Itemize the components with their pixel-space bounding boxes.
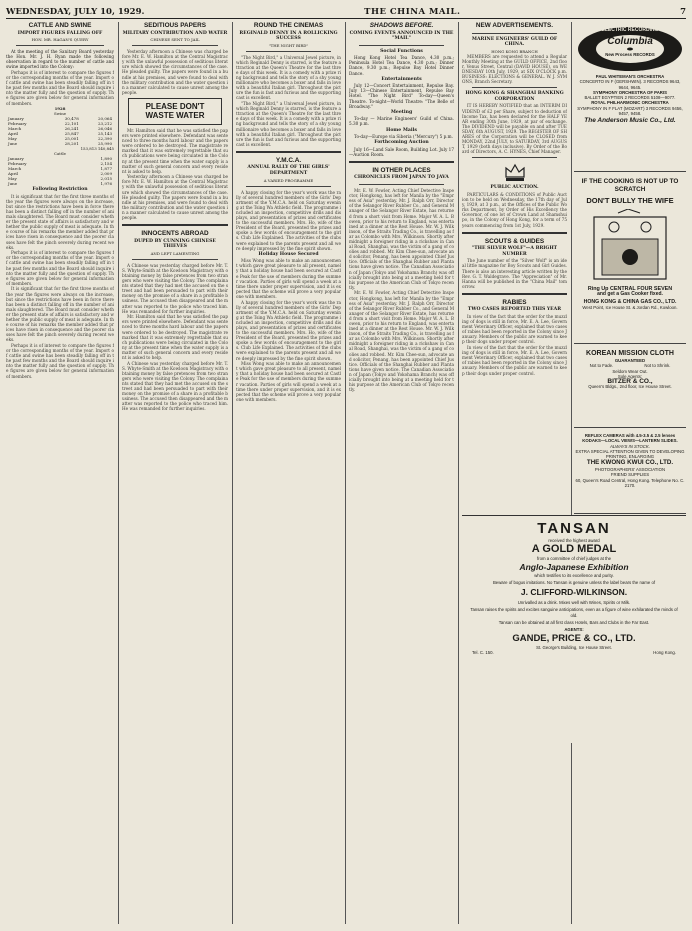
tansan-tel: Tel. C. 150. [472,649,494,655]
marine-sub: HONG KONG BRANCH [491,48,538,54]
tansan-exhibition: Anglo-Japanese Exhibition [519,561,629,572]
korean-l2: Not to Shrink. [644,363,671,369]
table-cell: 22,390 [98,136,112,142]
masthead-title: THE CHINA MAIL. [364,6,461,17]
tansan-name: J. CLIFFORD-WILKINSON. [520,587,628,598]
headline-2: Y.M.C.A. [275,156,302,164]
kwong-l2: KODAKS—LOCAL VIEWS—LANTERN SLIDES. [582,438,678,444]
table-cell: June [8,141,18,147]
kwong-sub2: FRIEND SUPPLIES [610,472,650,478]
table-cell: May [8,176,17,182]
korean-agent: BITZER & CO., [607,378,653,386]
tansan-medal: A GOLD MEDAL [531,543,617,556]
article-body-4: It is significant that for the first three months of the year the figures were always on the increase, but since the restrictions have been in force there has been a distinct falling off in the number of animals slaughtered. The Board must consider whether the present state of affairs is satisfactory and whether the public supply of meat is adequate. In the course of his remarks the member added that prices have risen in consequence and the poorer classes have felt the pinch severely during recent weeks. [6,286,114,343]
table2-caption: Cattle [54,151,66,157]
kwong-sub: PHOTOGRAPHERS' ASSOCIATION [594,466,666,472]
tansan-test: which testifies to its excellence and purity. [534,572,614,578]
kwong-l3: ALWAYS IN STOCK. [610,443,650,449]
table-cell: 2,009 [100,171,112,177]
subhead: MILITARY CONTRIBUTION AND WATER [122,30,228,36]
table-cell: January [8,156,24,162]
column-seditious [122,22,228,922]
table-row [6,181,114,186]
tansan-tel-row [462,650,686,655]
masthead-date: WEDNESDAY, JULY 10, 1929. [6,6,145,17]
scouts-text: The June number of the "Silver Wolf" is an ideal little magazine for Boy Scouts and Girl Guides. There is also an interesting article written by the Rev. G. T. Waldegrave. The "Appreciation" of Mr. Hanna will be published in the "China Mail" tomorrow. [462,258,567,289]
columbia-sym2: SYMPHONY IN F FLAT (MOZART) 3 RECORDS 9456, 9457, 9458. [577,105,683,117]
article-body-3: A happy closing for the year's work was the rally of several hundred members of the Girls' Department of the Y.M.C.A. held on Saturday evening at the Tsing Wa Athletic field. The programme included an inspection, competitive drills and displays, and presentation of prizes and certificates to the successful members. Mrs. Ho, wife of the President of the Board, presented the prizes and spoke a few words of encouragement to the girls. Club Life Explained. The activities of the clubs were explained to the parents present and all were deeply impressed by the fine spirit shown. [236,189,341,251]
columbia-brand: Columbia [607,36,653,47]
bank-title: HONG KONG & SHANGHAI BANKING CORPORATION [465,91,564,102]
scouts-title: SCOUTS & GUIDES [484,237,545,245]
kwong-name: THE KWONG KWUI CO., LTD. [586,459,674,467]
rabies-text: In view of the fact that the order for the muzzling of dogs is still in force, Mr. E. A. Lee, Government Veterinary Officer, explained that two cases of rabies had been reported in the Colony since January. Members of the public are warned to keep their dogs under proper control. [462,313,567,345]
table-cell: May [8,136,17,142]
table-cell: February [8,161,27,167]
kwong-l4: EXTRA SPECIAL ATTENTION GIVEN TO DEVELOPING PRINTING, ENLARGING [575,448,685,460]
marine-text: MEMBERS are requested to attend a Regular Monthly Meeting at the GUILD OFFICE, 2nd floor, Venus Street, Central (DAVID HOUSE), on WEDNESDAY 10th July, 1929, at SIX O'CLOCK p.m. BUSINESS: ELECTIONS & GENERAL. W. J. SYMONS, Branch Secretary. [462,53,567,85]
table-cell: 25,143 [98,131,112,137]
headline-2: INNOCENTS ABROAD [141,230,209,238]
table-cell: 1,877 [100,166,112,172]
masthead [6,5,686,19]
table-cell: February [8,121,27,127]
table-cell: 28,201 [64,141,79,147]
byline: CHINESE SENT TO JAIL [150,37,200,43]
table-cell: January [8,116,24,122]
table-cell: April [8,131,18,137]
article-intro: At the meeting of the Sanitary Board yesterday the Hon. Mr. J. H. Ryan made the following observation in regard to the number of cattle and swine imported into the Colony: [6,49,114,70]
article-body-2: Mr. E. W. Fowler, Acting Chief Detective Inspector, Hongkong, has left for Manila by the "Empress of Asia" yesterday. Mr. J. Ralph Orr, Director of the Selangor River Rubber Co., and General Manager of the Selangor River Estate, has returned from a short visit from Home. Major W. A. L. Bowen, prior to his return to England, was entertained at a dinner at the Rest House. Mr. W. J. Wilkinson, of the Straits Trading Co., is travelling as far as Colombo with Mrs. Wilkinson. Shortly after midnight a foreigner riding in a rickshaw in Canal Road, Shanghai, was the victim of a gang of coolies and robbed. Mr. Kim Chee-sun, advocate and solicitor, Penang, has been appointed Chief Justice. Officials of the Shanghai Rubber and Plantations have given notice. The Canadian Association of Japan (Tokyo and Yokohama Branch) was officially brought into being at a meeting held for this purpose at the American Club of Tokyo recently. [349,290,454,393]
table-cell: March [8,166,22,172]
table-cell: 25,847 [64,131,79,137]
article-body: Mr. E. W. Fowler, Acting Chief Detective Inspector, Hongkong, has left for Manila by the "Empress of Asia" yesterday. Mr. J. Ralph Orr, Director of the Selangor River Rubber Co., and General Manager of the Selangor River Estate, has returned from a short visit from Home. Major W. A. L. Bowen, prior to his return to England, was entertained at a dinner at the Rest House. Mr. W. J. Wilkinson, of the Straits Trading Co., is travelling as far as Colombo with Mrs. Wilkinson. Shortly after midnight a foreigner riding in a rickshaw in Canal Road, Shanghai, was the victim of a gang of coolies and robbed. Mr. Kim Chee-sun, advocate and solicitor, Penang, has been appointed Chief Justice. Officials of the Shanghai Rubber and Plantations have given notice. The Canadian Association of Japan (Tokyo and Yokohama Branch) was officially brought into being at a meeting held for this purpose at the American Club of Tokyo recently. [349,188,454,290]
table-cell: 22,101 [64,121,79,127]
table-cell: 26,241 [64,126,79,132]
scouts-sub: "THE SILVER WOLF"—A BRIGHT NUMBER [471,246,558,257]
table-cell: March [8,126,22,132]
gas-ring: Ring Up CENTRAL FOUR SEVEN [587,286,673,292]
subhead-2: CHRONICLES FROM JAPAN TO JAVA [354,175,449,181]
tansan-address: St. George's Building, Ice House Street. [536,644,612,650]
bank-text: IT IS HEREBY NOTIFIED that an INTERIM DIVIDEND of £2 per Share, subject to deduction of Income Tax, has been declared for the HALF YEAR ending 30th June, 1929, at par of exchange. The DIVIDEND will be payable on and after TUESDAY, 6th AUGUST, 1929. The REGISTER OF SHARES of the Corporation will be CLOSED from MONDAY, 22nd JULY, to SATURDAY, 3rd AUGUST, 1929 (both days inclusive). By Order of the Board of Directors, A. C. HYNES, Chief Manager. [462,103,567,155]
column-rule [458,22,459,924]
table-cell: 1,976 [100,181,112,187]
article-body: "The Night Bird," a Universal Jewel picture, in which Reginald Denny is starred, is the feature attraction at the Queen's Theatre for the last three days of this week. It is a comedy with a prize ring background and tells the story of a shy young millionaire who becomes a boxer and falls in love with a beautiful Italian girl. Throughout the picture the fun is fast and furious and the supporting cast is excellent. [236,54,341,101]
gas-cooker-ad [574,174,686,344]
event-section-text: July 16—Land Sale Room, Building Lot. July 17—Auction Room. [349,146,454,157]
article-body-4: A Chinese was yesterday charged before Mr. T. S. Whyte-Smith at the Kowloon Magistracy with obtaining money by false pretences from two strangers who were visiting the Colony. The complainants stated that they had met the accused on the street and had been persuaded to part with their money on the promise of a share in a profitable business. The accused then disappeared and the matter was reported to the police who traced him. He was remanded for further inquiries. [122,262,228,314]
event-section-text: July 12—Concert Entertainment, Repulse Bay. July 13—Chinese Entertainment, Repulse Bay Hotel. "The Night Bird" To-day—Queen's Theatre. To-night—World Theatre: "The Belle of Broadway." [349,83,454,109]
tansan-note: Tansan raises the spirits and excites sanguine anticipations, even as a figure of wine exhilarated the minds of old. [470,607,678,618]
column-rule [345,22,346,924]
article-body: Yesterday afternoon a Chinese was charged before Mr. E. W. Hamilton at the Central Magistracy with the unlawful possession of seditious literature which showed the circumstances of the case. He pleaded guilty. The papers were found in a bundle at his premises, and were found to deal with the military contribution and the water question in a manner calculated to cause unrest among the people. [122,49,228,95]
article-body-2: It is significant that for the first three months of the year the figures were always on the increase, but since the restrictions have been in force there has been a distinct falling off in the number of animals slaughtered. The Board must consider whether the present state of affairs is satisfactory and whether the public supply of meat is adequate. In the course of his remarks the member added that prices have risen in consequence and the poorer classes have felt the pinch severely during recent weeks. [6,193,114,250]
column-rule [571,22,572,924]
marine-title: MARINE ENGINEERS' GUILD OF CHINA. [471,36,558,48]
headline: SHADOWS BEFORE. [369,22,434,29]
headline: ROUND THE CINEMAS [253,22,324,29]
article-body-3: Perhaps it is of interest to compare the figures for the corresponding months of the year. Import of cattle and swine has been steadily falling off in the past few months and the Board should inquire into the matter fully and the question of supply. The figures are given below for general information of members. [6,250,114,286]
water-notice [128,98,222,125]
swine-table [6,116,114,146]
gas-cooker: and get a Gas Cooker fixed. [597,291,663,298]
subhead: COMING EVENTS ANNOUNCED IN THE "MAIL" [349,30,454,42]
gas-cooker-illustration [588,209,672,287]
table-cell: 20,064 [98,116,112,122]
public-text: PARTICULARS & CONDITIONS of Public Auction to be held on Wednesday, the 17th day of July, 1929, at 3 p.m., at the Offices of the Public Works Department, by Order of His Excellency the Governor, of one lot of Crown Land at Shamshuipo, in the Colony of Hong Kong, for a term of 75 years commencing from 1st July, 1929. [462,191,567,228]
kwong-l1: REFLEX CAMERAS with 4.5-3.5 & 2.5 lenses [584,433,676,438]
event-section-text: To-day — Marine Engineers' Guild of China. 5.30 p.m. [349,116,454,127]
column-rule [118,22,119,924]
table-title: 1928 [54,106,66,112]
cooking-line1: IF THE COOKING IS NOT UP TO SCRATCH [581,178,679,193]
byline-2: A VARIED PROGRAMME [263,177,314,183]
korean-l3: Seldom Wear Out. [612,368,648,374]
columbia-dealer: The Anderson Music Co., Ltd. [584,117,676,125]
column-rule [232,22,233,924]
headline-2: IN OTHER PLACES [372,166,431,174]
column-shadows [349,22,454,922]
byline: "THE NIGHT BIRD" [268,42,309,48]
cattle-table [6,156,114,186]
column-new-ads [462,22,567,922]
event-section-text: To-day—Europe via Siberia ("Mercury") 5 p.m. [354,134,453,140]
event-sections [349,49,454,157]
tansan-from: from a committee of chief judges at the [536,556,612,562]
table-cell: April [8,171,18,177]
headline: CATTLE AND SWINE [28,22,92,29]
korean-guaranteed: GUARANTEED [614,358,646,363]
article-body-2: "The Night Bird," a Universal Jewel picture, in which Reginald Denny is starred, is the feature attraction at the Queen's Theatre for the last three days of this week. It is a comedy with a prize ring background and tells the story of a shy young millionaire who becomes a boxer and falls in love with a beautiful Italian girl. Throughout the picture the fun is fast and furious and the supporting cast is excellent. [236,101,341,147]
subhead-2: ANNUAL RALLY OF THE GIRLS' DEPARTMENT [247,165,330,176]
table-cell: 25,990 [98,141,112,147]
byline: HON. MR. HAGAN'S QUERY [31,37,89,43]
tansan-beware: Beware of bogus imitations. No Tansan is genuine unless the label bears the name of [492,579,656,585]
holiday-heading: Holiday House Secured [258,251,319,257]
cooking-line2: DON'T BULLY THE WIFE [586,196,674,205]
table-cell: 26,046 [98,126,112,132]
article-body-5: Mr. Hamilton said that he was satisfied the papers were printed elsewhere. Defendant was sentenced to three months hard labour and the papers were ordered to be destroyed. The magistrate remarked that it was extremely regrettable that such publications were being circulated in the Colony at the present time when the water supply is a matter of such general concern and every resident is asked to help. [122,314,228,360]
subhead: IMPORT FIGURES FALLING OFF [17,30,103,36]
table-cell: June [8,181,18,187]
column-cinemas [236,22,341,922]
crown-icon [503,161,527,183]
subhead: REGINALD DENNY IN A ROLLICKING SUCCESS [239,30,338,42]
kwong-address: 60, Queen's Road Central, Hong Kong. Telephone No. C. 2170. [575,477,685,488]
table-cell: 23,212 [98,121,112,127]
columbia-piece: CONCERTO IN F (GERSHWIN). 3 RECORDS 9643, 9644, 9645. [579,79,681,90]
columbia-royal: ROYAL PHILHARMONIC ORCHESTRA [591,100,669,106]
korean-sole: Sole Agents: [617,373,643,379]
tansan-drink: Unrivalled as a drink. Mixes well with Wines, Spirits or Milk. [517,600,631,606]
table-cell: 2,154 [100,161,112,167]
public-title: PUBLIC AUCTION. [490,185,539,191]
article-body-3: Yesterday afternoon a Chinese was charged before Mr. E. W. Hamilton at the Central Magistracy with the unlawful possession of seditious literature which showed the circumstances of the case. He pleaded guilty. The papers were found in a bundle at his premises, and were found to deal with the military contribution and the water question in a manner calculated to cause unrest among the people. [122,174,228,221]
rabies-title: RABIES [502,298,527,306]
columbia-sym: SYMPHONY ORCHESTRA OF PARIS [593,89,667,95]
article-body: Perhaps it is of interest to compare the figures for the corresponding months of the year. Import of cattle and swine has been steadily falling off in the past few months and the Board should inquire into the matter fully and the question of supply. The figures are given below for general information of members. [6,69,114,106]
article-body-6: Miss Wong was able to make an announcement which gave great pleasure to all present, namely that a holiday house had been secured at Castle Peak for the use of members during the summer vacation. Parties of girls will spend a week at a time there under proper supervision, and it is expected that the scheme will prove a very popular one with members. [236,361,341,402]
article-body-2: Mr. Hamilton said that he was satisfied the papers were printed elsewhere. Defendant was sentenced to three months hard labour and the papers were ordered to be destroyed. The magistrate remarked that it was extremely regrettable that such publications were being circulated in the Colony at the present time when the water supply is a matter of such general concern and every resident is asked to help. [122,127,228,174]
event-section-heading: Social Functions [380,48,423,54]
article-body-5: A happy closing for the year's work was the rally of several hundred members of the Girls' Department of the Y.M.C.A. held on Saturday evening at the Tsing Wa Athletic field. The programme included an inspection, competitive drills and displays, and presentation of prizes and certificates to the successful members. Mrs. Ho, wife of the President of the Board, presented the prizes and spoke a few words of encouragement to the girls. Club Life Explained. The activities of the clubs were explained to the parents present and all were deeply impressed by the fine spirit shown. [236,299,341,361]
gas-address: West Point, Ice House St. & Jordan Rd., Kowloon. [582,304,678,310]
event-section-text: Hong Kong Hotel Tea Dance, 4.30 p.m.; Peninsula Hotel Tea Dance, 4.30 p.m.; Dinner Dance, 9.30 p.m.; Repulse Bay Hotel Dinner Dance. [349,55,454,76]
korean-title: KOREAN MISSION CLOTH [586,350,674,357]
tansan-ad [462,515,686,743]
rabies-sub: TWO CASES REPORTED THIS YEAR [467,307,562,313]
subhead-2: DUPED BY CUNNING CHINESE THIEVES [134,238,216,250]
table-caption: Swine [53,111,67,117]
tansan-title: TANSAN [537,520,611,537]
tansan-agents: AGENTS: [564,627,584,633]
columbia-ballet: BALLET EGYPTIEN 2 RECORDS 5108—9077. [584,95,676,101]
tansan-tel2: Hong Kong. [653,649,676,655]
event-section-heading: Forthcoming Auction [374,140,429,146]
byline-2: AND LEFT LAMENTING [150,250,200,256]
event-section-heading: Home Mails [386,127,417,133]
korean-cloth-ad [574,346,686,428]
notice-text: PLEASE DON'T WASTE WATER [145,101,205,121]
table-cell: 2,015 [100,176,112,182]
article-body-6: A Chinese was yesterday charged before Mr. T. S. Whyte-Smith at the Kowloon Magistracy with obtaining money by false pretences from two strangers who were visiting the Colony. The complainants stated that they had met the accused on the street and had been persuaded to part with their money on the promise of a share in a profitable business. The accused then disappeared and the matter was reported to the police who traced him. He was remanded for further inquiries. [122,360,228,412]
tansan-sold: Tansan can be obtained at all first class Hotels, Bars and Clubs in the Far East. [498,620,650,626]
crown-emblem [462,161,567,183]
columbia-ad [574,22,686,172]
column-cattle-swine [6,22,114,922]
table-cell: 30,478 [64,116,79,122]
korean-address: Queen's Bldgs., 2nd floor, Ice House Street. [588,384,672,390]
headline: SEDITIOUS PAPERS [143,22,207,29]
columbia-artist: PAUL WHITEMAN'S ORCHESTRA [595,74,665,79]
article-body-5: Perhaps it is of interest to compare the figures for the corresponding months of the year. Import of cattle and swine has been steadily falling off in the past few months and the Board should inquire into the matter fully and the question of supply. The figures are given below for general information of members. [6,342,114,379]
rabies-text-2: In view of the fact that the order for the muzzling of dogs is still in force, Mr. E. A. Lee, Government Veterinary Officer, explained that two cases of rabies had been reported in the Colony since January. Members of the public are warned to keep their dogs under proper control. [462,345,567,376]
columbia-tag: New Process RECORDS [605,52,655,57]
table-cell: 25,001 [64,136,79,142]
tansan-got: received the highest award [548,538,600,543]
event-section-heading: Meeting [390,109,413,115]
following-heading: Following Restriction [32,187,88,193]
headline: NEW ADVERTISEMENTS. [475,22,554,29]
column-display-ads [574,22,686,922]
page-number: 7 [680,6,686,17]
tansan-agent: GANDE, PRICE & CO., LTD. [512,632,636,644]
columbia-top: ELECTRIC RECORDING [601,27,659,33]
korean-l1: Not to Fade. [589,363,614,369]
table-cell: 1,890 [100,156,112,162]
swine-total: 153,813 140,845 [80,146,114,152]
gas-company: HONG KONG & CHINA GAS CO., LTD. [583,298,677,305]
event-section-heading: Entertainments [381,76,422,82]
kwong-kwui-ad [574,430,686,514]
article-body-4: Miss Wong was able to make an announcement which gave great pleasure to all present, namely that a holiday house had been secured at Castle Peak for the use of members during the summer vacation. Parties of girls will spend a week at a time there under proper supervision, and it is expected that the scheme will prove a very popular one with members. [236,258,341,299]
